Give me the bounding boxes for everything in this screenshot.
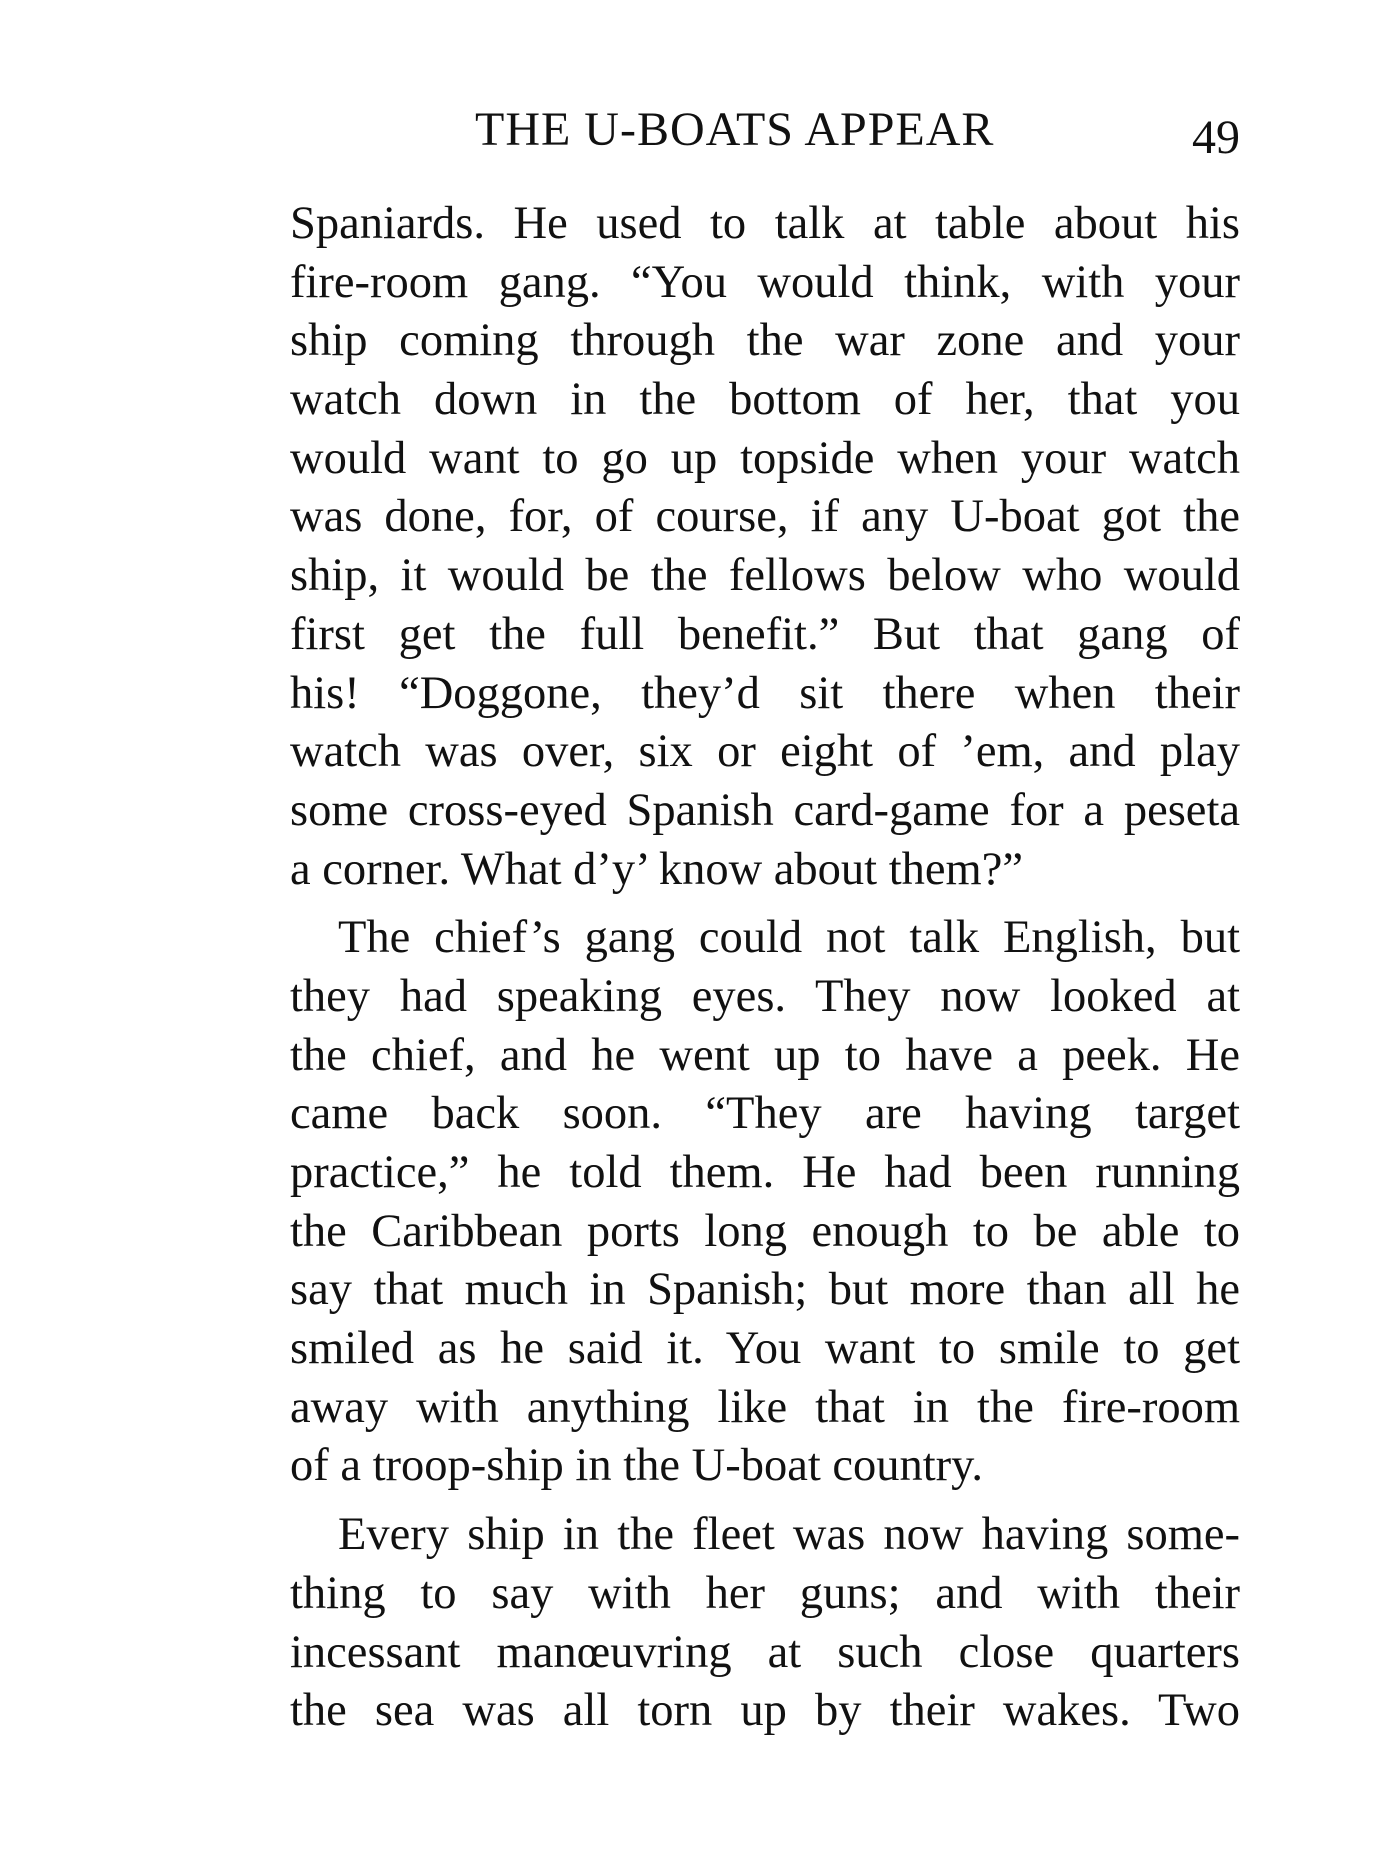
text-line: thing to say with her guns; and with their — [290, 1567, 1240, 1619]
text-line: incessant manœuvring at such close quarters — [290, 1626, 1240, 1678]
text-line: smiled as he said it. You want to smile to get — [290, 1323, 1240, 1375]
text-line: watch down in the bottom of her, that you — [290, 374, 1240, 426]
text-line: the Caribbean ports long enough to be able to — [290, 1205, 1240, 1257]
text-line: they had speaking eyes. They now looked at — [290, 970, 1240, 1022]
text-line: say that much in Spanish; but more than all he — [290, 1264, 1240, 1316]
paragraph-3 — [290, 1506, 1240, 1741]
text-line: Every ship in the fleet was now having some- — [338, 1509, 1240, 1561]
text-line: The chief’s gang could not talk English, but — [338, 912, 1240, 964]
text-line: watch was over, six or eight of ’em, and play — [290, 726, 1240, 778]
text-line: his! “Doggone, they’d sit there when their — [290, 667, 1240, 719]
body-text — [290, 195, 1240, 1741]
text-line: first get the full benefit.” But that gang of — [290, 608, 1240, 660]
paragraph-2 — [290, 909, 1240, 1496]
text-line: was done, for, of course, if any U-boat got the — [290, 491, 1240, 543]
text-line: the chief, and he went up to have a peek. He — [290, 1029, 1240, 1081]
text-line: ship, it would be the fellows below who would — [290, 550, 1240, 602]
text-line: would want to go up topside when your watch — [290, 432, 1240, 484]
paragraph-1 — [290, 195, 1240, 899]
page-number: 49 — [1192, 111, 1240, 164]
text-line: some cross-eyed Spanish card-game for a peseta — [290, 784, 1240, 836]
text-line: fire-room gang. “You would think, with your — [290, 256, 1240, 308]
text-line: came back soon. “They are having target — [290, 1088, 1240, 1140]
text-line: away with anything like that in the fire-room — [290, 1381, 1240, 1433]
text-line: a corner. What d’y’ know about them?” — [290, 843, 1023, 895]
running-title: THE U-BOATS APPEAR — [475, 103, 995, 156]
text-line: of a troop-ship in the U-boat country. — [290, 1440, 984, 1492]
text-line: ship coming through the war zone and your — [290, 315, 1240, 367]
text-line: practice,” he told them. He had been running — [290, 1147, 1240, 1198]
text-line: Spaniards. He used to talk at table about his — [290, 198, 1240, 249]
text-line: the sea was all torn up by their wakes. Two — [290, 1685, 1240, 1737]
running-header — [290, 100, 1240, 170]
